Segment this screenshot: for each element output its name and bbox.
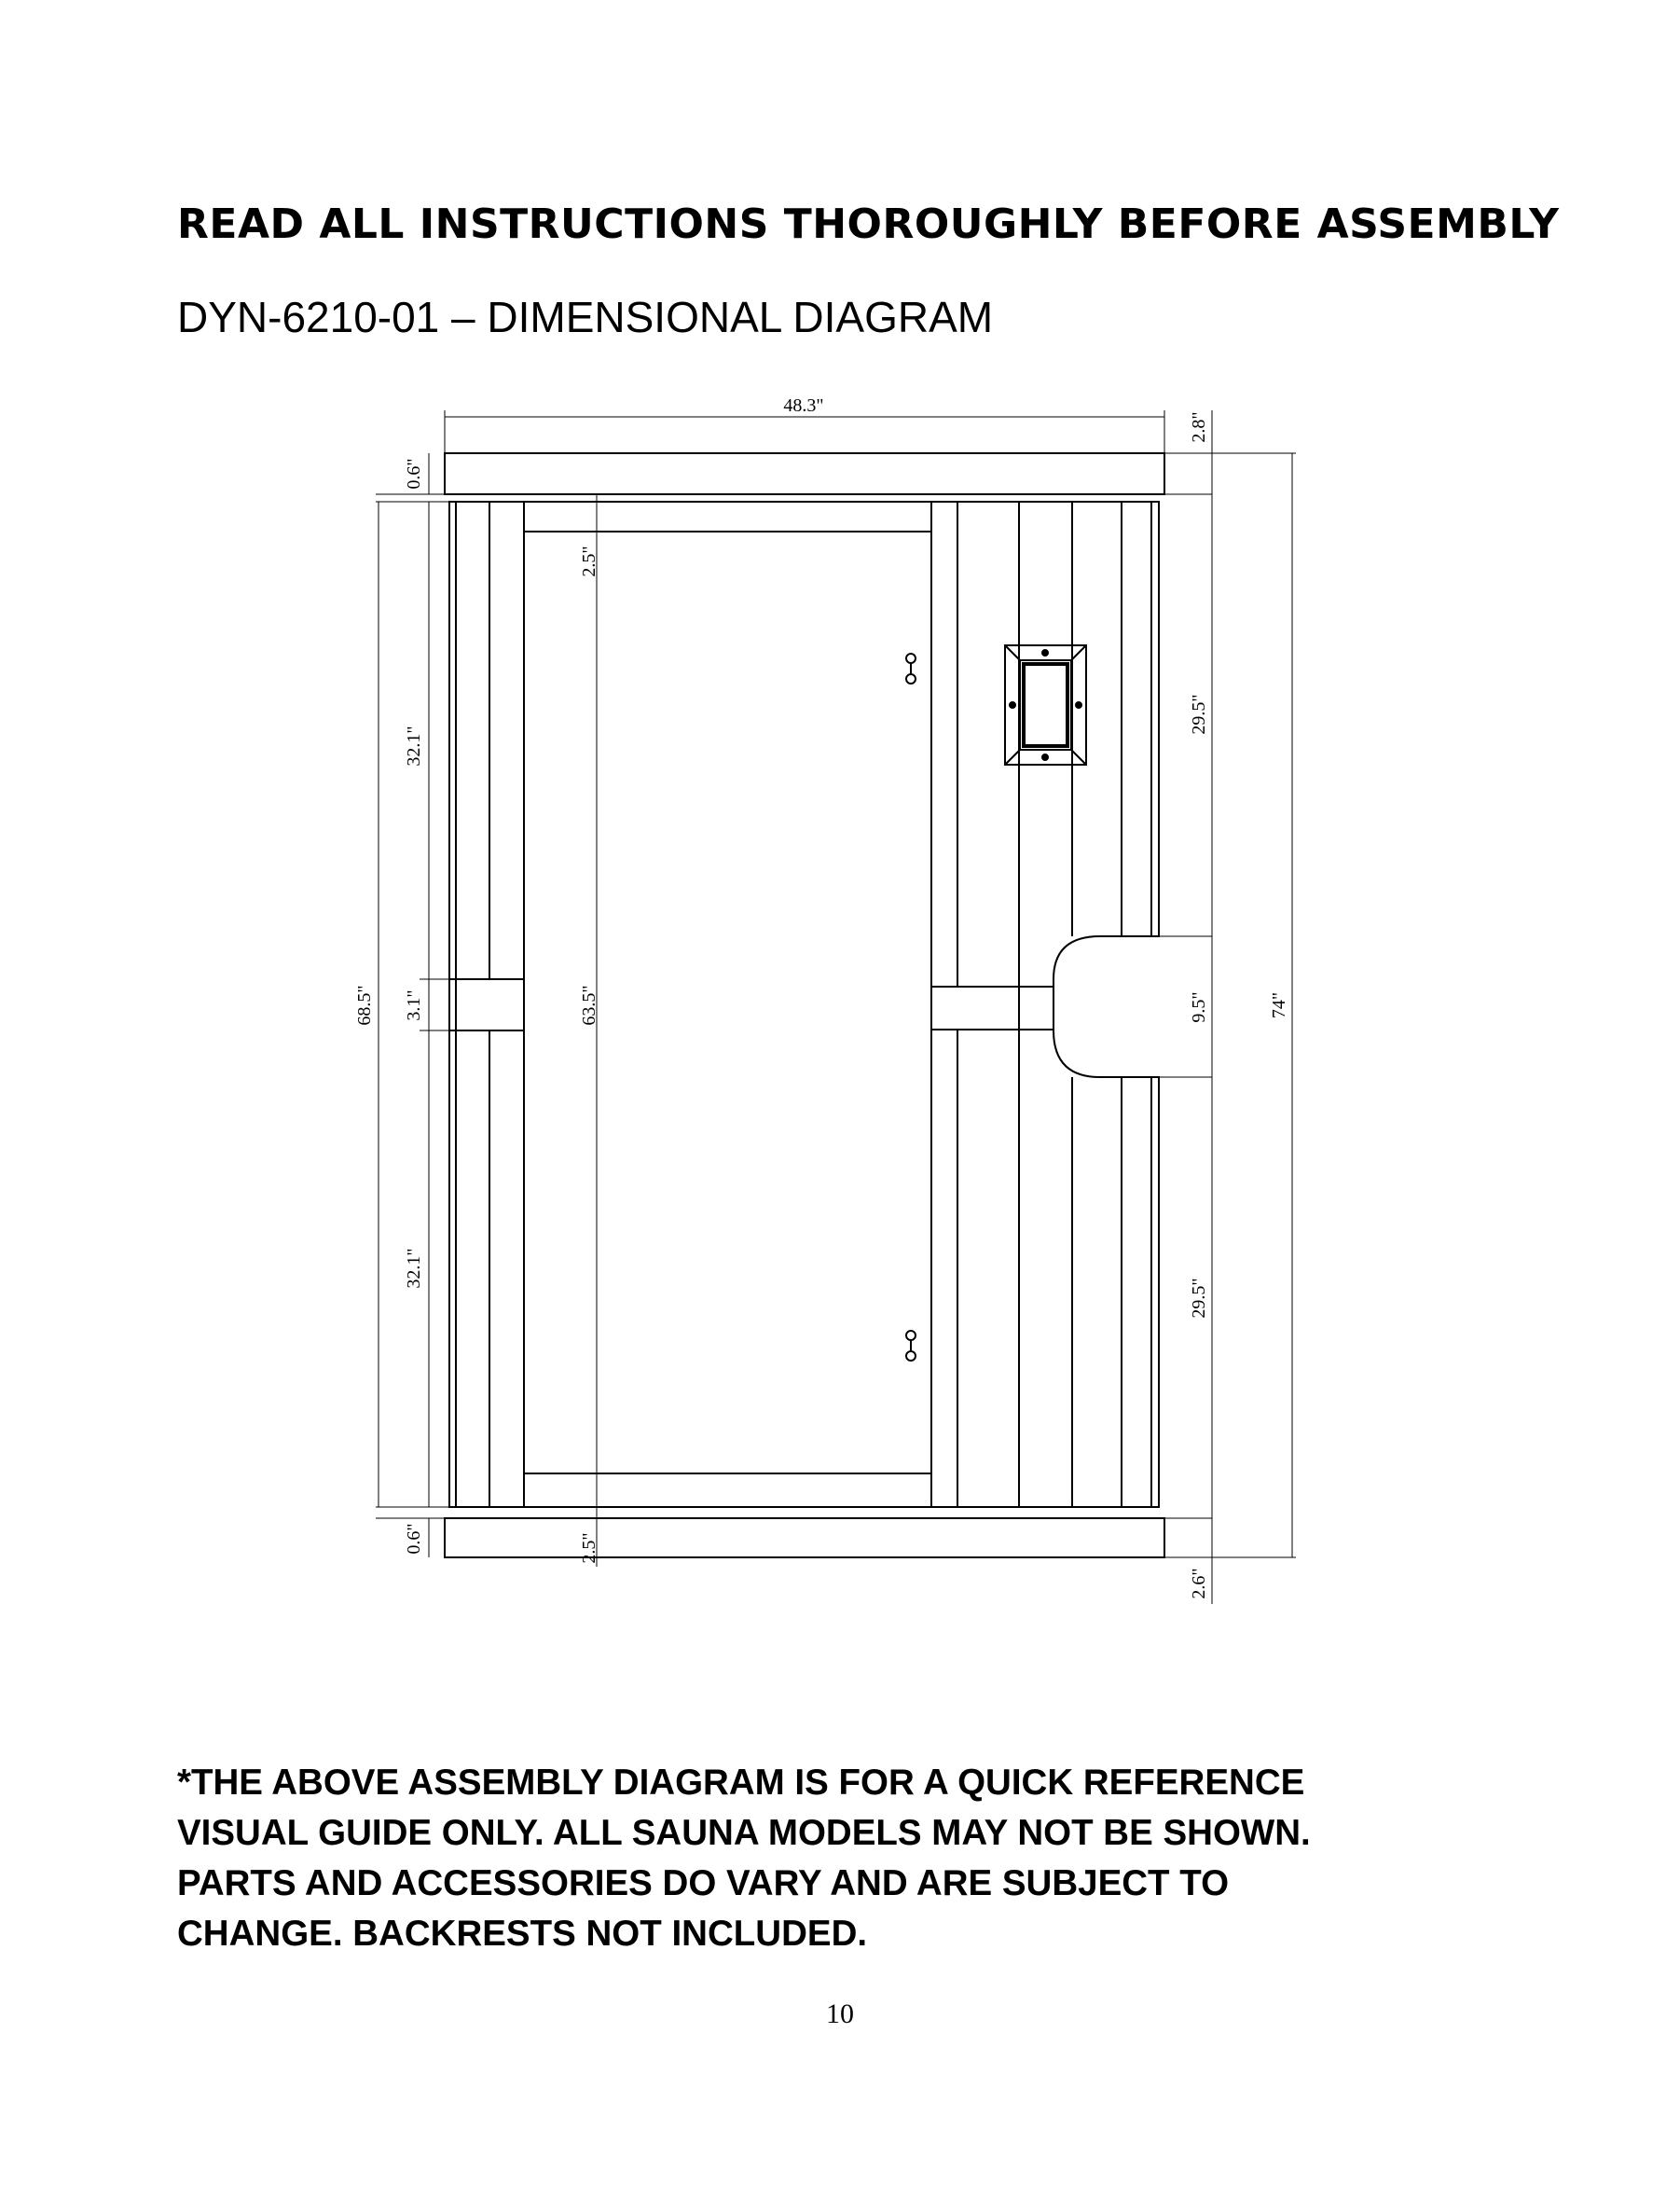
dim-left-total-height: 68.5" [354, 985, 375, 1026]
disclaimer-line: CHANGE. BACKRESTS NOT INCLUDED. [177, 1914, 868, 1954]
bottom-beam [445, 1518, 1164, 1557]
dim-right-middle-cutout: 9.5" [1189, 991, 1209, 1023]
hinge-icon [906, 1331, 916, 1361]
sauna-frame [445, 453, 1164, 1557]
dim-right-lower-panel: 29.5" [1189, 1278, 1209, 1319]
disclaimer-line: PARTS AND ACCESSORIES DO VARY AND ARE SUBJECT TO [177, 1863, 1230, 1903]
top-beam [445, 453, 1164, 494]
vent-icon [1005, 645, 1086, 765]
diagram-title: DYN-6210-01 – DIMENSIONAL DIAGRAM [177, 293, 994, 341]
dim-overall-width: 48.3" [783, 395, 824, 416]
dim-top-beam-left: 0.6" [404, 458, 424, 490]
page-heading: READ ALL INSTRUCTIONS THOROUGHLY BEFORE ASSEMBLY [177, 201, 1560, 248]
door-top-rail [524, 502, 931, 532]
dim-left-lower-panel: 32.1" [404, 1248, 424, 1289]
disclaimer-note [177, 1758, 1311, 1959]
hinge-icon [906, 654, 916, 684]
dim-left-upper-panel: 32.1" [404, 726, 424, 767]
left-wall [449, 502, 524, 1507]
dimension-lines [376, 410, 1296, 1604]
dim-top-beam-right: 2.8" [1189, 411, 1209, 443]
dim-overall-height: 74" [1269, 991, 1289, 1019]
left-wall-connector [449, 979, 524, 1030]
dim-door-height: 63.5" [579, 985, 599, 1026]
dim-door-bottom-rail: 2.5" [579, 1532, 599, 1564]
door-bottom-rail [524, 1473, 931, 1507]
disclaimer-line: VISUAL GUIDE ONLY. ALL SAUNA MODELS MAY NOT BE SHOWN. [177, 1813, 1311, 1853]
dim-door-top-rail: 2.5" [579, 546, 599, 577]
disclaimer-line: *THE ABOVE ASSEMBLY DIAGRAM IS FOR A QUICK REFERENCE [177, 1763, 1305, 1803]
dim-bottom-beam-left: 0.6" [404, 1523, 424, 1555]
page-number: 10 [826, 1998, 854, 2029]
dim-left-middle-gap: 3.1" [404, 989, 424, 1021]
dim-right-upper-panel: 29.5" [1189, 694, 1209, 735]
dim-bottom-beam-right: 2.6" [1189, 1568, 1209, 1599]
